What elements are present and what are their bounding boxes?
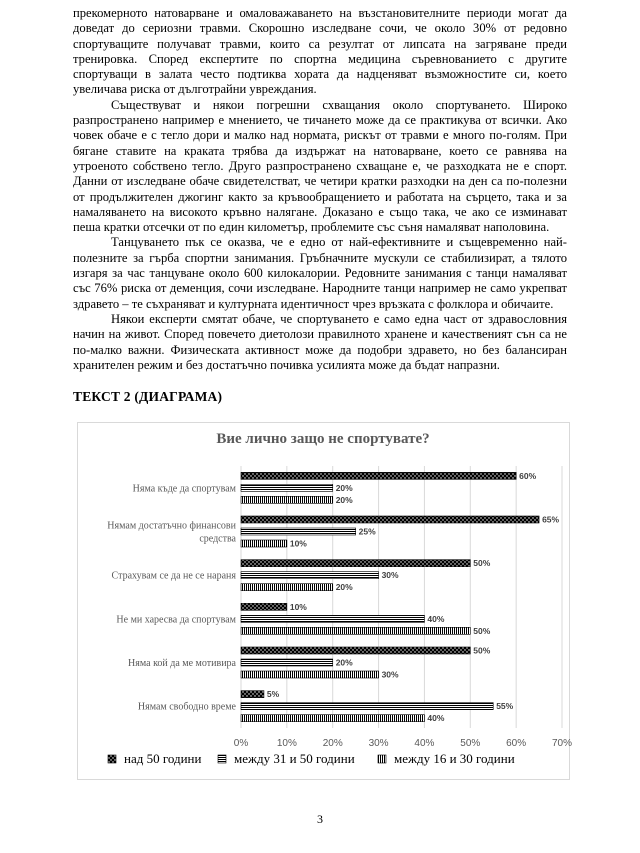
bar <box>241 540 287 547</box>
bar <box>241 472 516 479</box>
category-label: Няма къде да спортувам <box>132 483 236 495</box>
data-label: 50% <box>473 645 491 656</box>
bar <box>241 484 333 491</box>
bar <box>241 671 379 678</box>
bar <box>241 659 333 666</box>
x-tick-label: 0% <box>233 738 249 749</box>
page-number: 3 <box>317 812 323 826</box>
x-tick-label: 50% <box>460 738 481 749</box>
bar <box>241 715 424 722</box>
paragraph-3: Танцуването пък се оказва, че е едно от най-ефективните и същевременно най-полезните за гърба спортни занимания. Гръбначните мускули се стабилизират, а тялото изгаря за час танцуване около 600 килокалории. Редовните занимания с танци намаляват със 76% риска от деменция, сочи изследване. Народните танци например не само укрепват здравето – те съхраняват и културната идентичност чрез връзката с фолклора и обичаите. <box>73 235 567 311</box>
paragraph-1: прекомерното натоварване и омаловажаването на възстановителните периоди могат да доведат до сериозни травми. Скорошно изследване сочи, че около 30% от редовно спортуващите получават травми, които са резултат от липсата на загряване преди тренировка. Според експертите по спортна медицина съревнованието с другите спортуващи в залата често подтиква хората да надценяват възможностите си, което увеличава риска от дълготрайни увреждания. <box>73 6 567 97</box>
document-body <box>73 6 567 373</box>
legend-swatch <box>218 755 226 763</box>
x-tick-label: 70% <box>551 738 573 749</box>
bar <box>241 627 470 634</box>
legend-swatch <box>378 755 386 763</box>
data-label: 40% <box>427 713 445 724</box>
data-label: 10% <box>289 601 307 612</box>
bar <box>241 496 333 503</box>
data-label: 50% <box>473 625 491 636</box>
bar <box>241 615 424 622</box>
data-label: 25% <box>358 526 376 537</box>
chart-container <box>77 422 573 780</box>
x-tick-label: 60% <box>506 738 527 749</box>
category-label: Нямам свободно време <box>137 701 236 713</box>
x-tick-label: 10% <box>276 738 297 749</box>
data-label: 40% <box>427 613 445 624</box>
data-label: 30% <box>381 570 399 581</box>
data-label: 50% <box>473 558 491 569</box>
x-tick-label: 30% <box>368 738 389 749</box>
x-tick-label: 20% <box>322 738 343 749</box>
data-label: 20% <box>335 582 353 593</box>
data-label: 60% <box>519 470 537 481</box>
category-label: Не ми харесва да спортувам <box>116 614 236 626</box>
bar <box>241 516 539 523</box>
paragraph-4: Някои експерти смятат обаче, че спортуването е само една част от здравословния начин на живот. Според повечето диетолози правилното хранене и качественият сън са не по-малко важни. Физическата активност може да подобри здравето, но без балансиран хранителен режим и без достатъчно почивка усилията може да бъдат напразни. <box>73 311 567 372</box>
data-label: 20% <box>335 494 353 505</box>
legend-label: над 50 години <box>124 751 202 766</box>
bar <box>241 647 470 654</box>
chart-title: Вие лично защо не спортувате? <box>216 431 430 447</box>
data-label: 20% <box>335 482 353 493</box>
data-label: 30% <box>381 669 399 680</box>
data-label: 10% <box>289 538 307 549</box>
bar <box>241 691 264 698</box>
x-tick-label: 40% <box>414 738 435 749</box>
bar <box>241 572 379 579</box>
data-label: 65% <box>542 514 560 525</box>
legend-label: между 16 и 30 години <box>394 751 515 766</box>
bar <box>241 560 470 567</box>
bar <box>241 528 356 535</box>
data-label: 5% <box>266 689 280 700</box>
bar-chart <box>78 423 573 779</box>
category-label: Няма кой да ме мотивира <box>128 658 236 669</box>
section-title: ТЕКСТ 2 (ДИАГРАМА) <box>73 389 223 404</box>
bar <box>241 703 493 710</box>
bar <box>241 584 333 591</box>
paragraph-2: Съществуват и някои погрешни схващания около спортуването. Широко разпространено например е мнението, че тичането може да се практикува от всички. Ако човек обаче е с тегло дори и малко над нормата, рискът от травми е много по-голям. При бягане ставите на краката трябва да издържат на натоварване, което се равнява на утроеното собствено тегло. Друго разпространено схващане е, че разходката не е спорт. Данни от изследване обаче свидетелстват, че четири кратки разходки на ден са по-полезни от продължителен джогинг както за кръвообращението и работата на сърцето, така и за намаляването на високото кръвно налягане. Доказано е също така, че ако се изминават пеша кратки отсечки от по един километър, проблемите със съня намаляват наполовина. <box>73 97 567 235</box>
legend-swatch <box>108 755 116 763</box>
category-label: Страхувам се да не се нараня <box>111 570 236 582</box>
category-label: Нямам достатъчно финансови средства <box>107 520 236 545</box>
legend-label: между 31 и 50 години <box>234 751 355 766</box>
data-label: 20% <box>335 657 353 668</box>
data-label: 55% <box>496 701 514 712</box>
bar <box>241 603 287 610</box>
